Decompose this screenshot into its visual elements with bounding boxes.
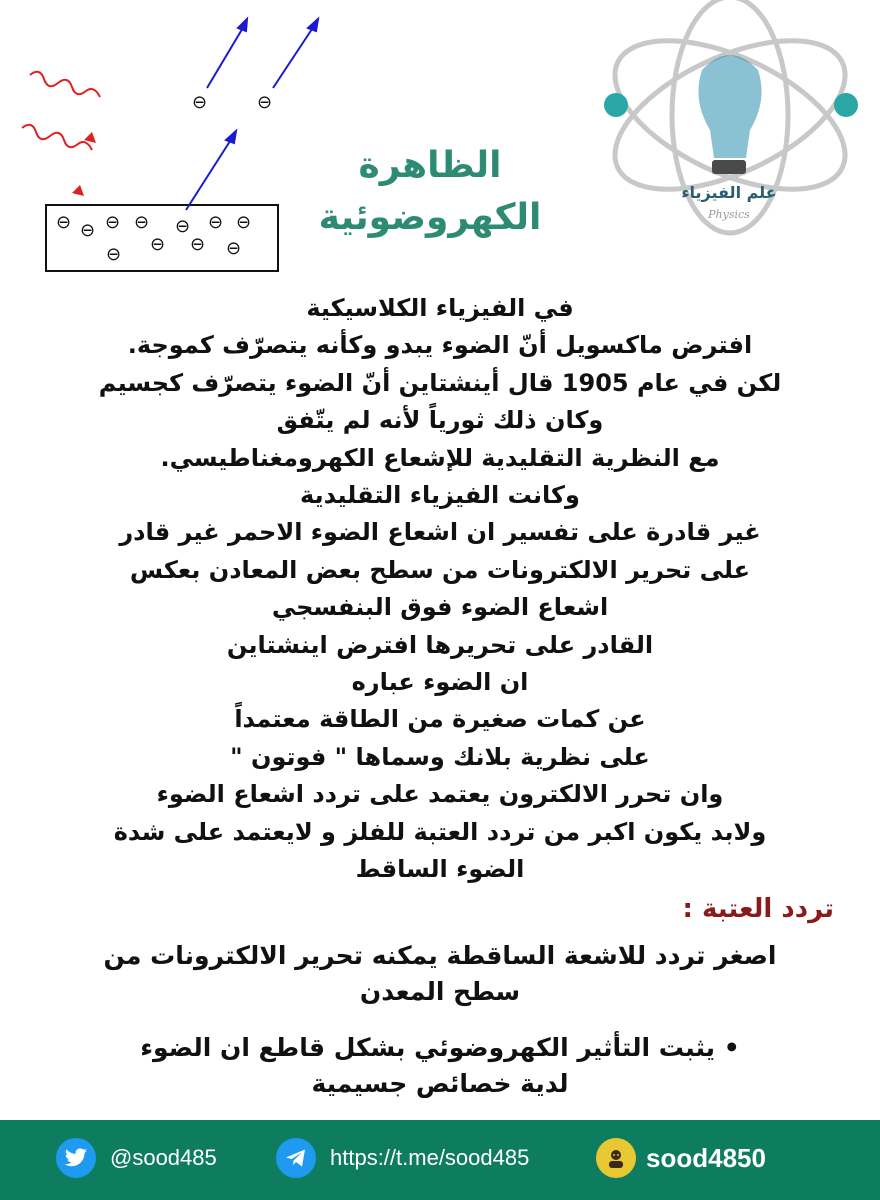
telegram-icon (276, 1138, 316, 1178)
bulb-base-icon (712, 160, 746, 174)
telegram-url: https://t.me/sood485 (330, 1145, 530, 1170)
text-line: على نظرية بلانك وسماها " فوتون " (230, 742, 650, 771)
text-line: عن كمات صغيرة من الطاقة معتمداً (234, 705, 646, 734)
text-line: وكانت الفيزياء التقليدية (300, 481, 580, 510)
electron-icon: ⊖ (192, 92, 208, 113)
text-line: ان الضوء عباره (351, 668, 529, 697)
text-line: وكان ذلك ثورياً لأنه لم يتّفق (276, 406, 604, 435)
electron-icon: ⊖ (226, 238, 242, 259)
text-line: اشعاع الضوء فوق البنفسجي (271, 593, 609, 622)
nucleus-dot-icon (834, 93, 858, 117)
bullet-point (40, 1030, 840, 1102)
snapchat-handle: sood4850 (646, 1142, 766, 1173)
electron-icon: ⊖ (80, 220, 96, 241)
snapchat-avatar-icon (596, 1138, 636, 1178)
bullet-line: لدية خصائص جسيمية (311, 1069, 569, 1098)
electron-icon: ⊖ (150, 234, 166, 255)
electron-icon: ⊖ (175, 216, 191, 237)
snapchat-link[interactable] (596, 1138, 766, 1178)
threshold-heading: تردد العتبة : (682, 894, 834, 924)
ejected-electrons (192, 92, 272, 113)
electron-icon: ⊖ (208, 212, 224, 233)
nucleus-dot-icon (604, 93, 628, 117)
title-line-1: الظاهرة (358, 145, 502, 186)
text-line: على تحرير الالكترونات من سطح بعض المعادن بعكس (129, 555, 751, 584)
text-line: ولابد يكون اكبر من تردد العتبة للفلز و لايعتمد على شدة (113, 817, 767, 846)
physics-logo (593, 0, 867, 233)
text-line: مع النظرية التقليدية للإشعاع الكهرومغناطيسي. (160, 443, 720, 472)
page-title (300, 140, 560, 244)
electron-icon: ⊖ (257, 92, 273, 113)
text-line: الضوء الساقط (355, 855, 525, 884)
title-line-2: الكهروضوئية (318, 197, 542, 238)
electron-icon: ⊖ (106, 244, 122, 265)
text-line: لكن في عام 1905 قال أينشتاين أنّ الضوء يتصرّف كجسيم (98, 368, 782, 397)
text-line: وان تحرر الالكترون يعتمد على تردد اشعاع الضوء (156, 780, 724, 809)
threshold-definition (40, 938, 840, 1010)
electron-icon: ⊖ (190, 234, 206, 255)
bullet-line: • يثبت التأثير الكهروضوئي بشكل قاطع ان الضوء (140, 1033, 740, 1062)
twitter-handle: @sood485 (110, 1145, 217, 1170)
electron-icon: ⊖ (134, 212, 150, 233)
twitter-link[interactable] (56, 1138, 217, 1178)
electron-icon: ⊖ (105, 212, 121, 233)
text-line: القادر على تحريرها افترض اينشتاين (226, 630, 654, 659)
electron-path-arrows (186, 19, 318, 210)
definition-line: سطح المعدن (359, 977, 521, 1006)
lightbulb-icon (698, 55, 761, 158)
footer-bar (0, 1120, 880, 1200)
text-line: افترض ماكسويل أنّ الضوء يبدو وكأنه يتصرّف كموجة. (127, 331, 753, 360)
definition-line: اصغر تردد للاشعة الساقطة يمكنه تحرير الالكترونات من (103, 941, 777, 970)
twitter-icon (56, 1138, 96, 1178)
text-line: في الفيزياء الكلاسيكية (306, 294, 574, 322)
logo-text: علم الفيزياء (681, 183, 777, 202)
main-text (40, 290, 840, 889)
electron-icon: ⊖ (236, 212, 252, 233)
telegram-link[interactable] (276, 1138, 529, 1178)
logo-subtext: Physics (708, 208, 750, 221)
text-line: غير قادرة على تفسير ان اشعاع الضوء الاحمر غير قادر (119, 518, 761, 547)
electron-icon: ⊖ (56, 212, 72, 233)
